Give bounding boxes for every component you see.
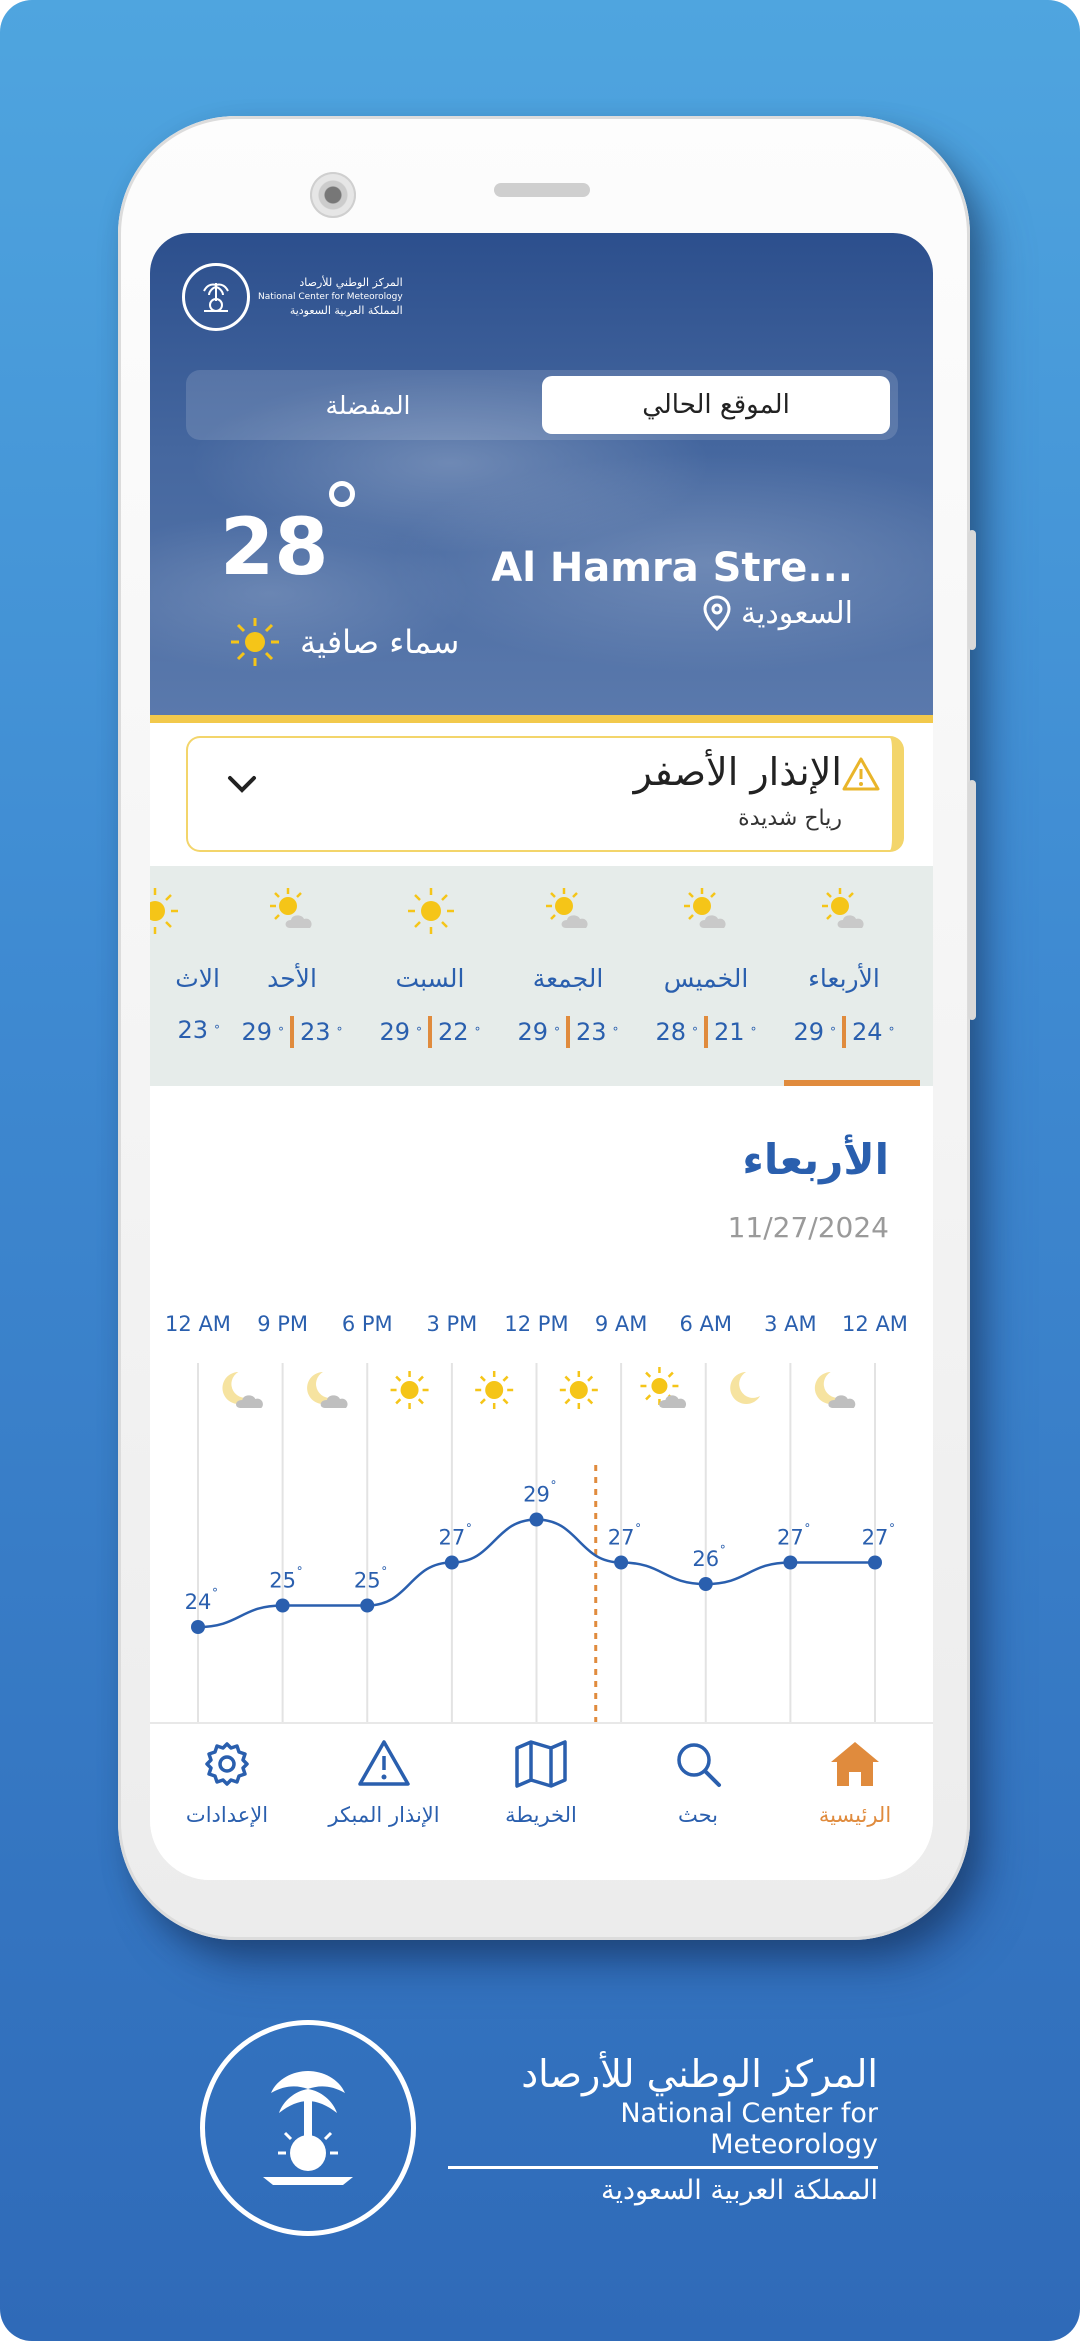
time-label: 12 AM (165, 1312, 231, 1336)
nav-map-label: الخريطة (505, 1803, 577, 1827)
alert-title: الإنذار الأصفر (633, 750, 842, 794)
temperature-label: 25 (269, 1568, 296, 1593)
country-name: السعودية (740, 595, 853, 631)
temperature-label: 26 (692, 1547, 720, 1571)
degree-mark: ° (465, 1521, 472, 1536)
degree-mark: ° (296, 1564, 303, 1579)
home-icon (827, 1738, 883, 1790)
day-min: 23 (177, 1016, 208, 1044)
alert-subtitle: رياح شديدة (738, 806, 842, 831)
day-name: الأربعاء (808, 964, 880, 993)
nav-search[interactable] (623, 1738, 773, 1827)
day-max: 29 (241, 1018, 272, 1046)
temperature-label: 27 (438, 1525, 466, 1550)
temperature-point (530, 1513, 544, 1527)
app-screen (150, 233, 933, 1880)
day-min: 23 (300, 1018, 331, 1046)
time-label: 12 PM (504, 1312, 569, 1336)
map-icon (513, 1738, 569, 1790)
nav-home-label: الرئيسية (818, 1803, 892, 1827)
org-name-ar: المركز الوطني للأرصاد (299, 276, 403, 289)
nav-search-label: بحث (677, 1803, 719, 1827)
day-max: 29 (517, 1018, 548, 1046)
sun-icon (391, 1371, 429, 1409)
selected-day-title: الأربعاء (742, 1135, 889, 1184)
sun-icon (560, 1371, 598, 1409)
day-min: 22 (438, 1018, 469, 1046)
nav-early-warning-label: الإنذار المبكر (328, 1803, 440, 1827)
gear-icon (201, 1738, 253, 1790)
degree-mark: ° (804, 1521, 811, 1536)
day-range: 28 ° 21 ° (655, 1018, 757, 1046)
chevron-down-icon[interactable] (224, 772, 260, 800)
day-name: السبت (395, 964, 465, 993)
day-min: 24 (852, 1018, 883, 1046)
palm-sun-icon (233, 2053, 383, 2203)
day-card-0[interactable] (778, 866, 910, 1086)
sun-icon (150, 884, 182, 942)
footer-brand (448, 2052, 878, 2206)
day-name: الخميس (663, 964, 749, 993)
moon-icon (730, 1372, 760, 1404)
yellow-alert-card[interactable] (186, 736, 904, 852)
footer-org-ar: المركز الوطني للأرصاد (521, 2052, 878, 2096)
temperature-value: 28 (220, 503, 329, 593)
day-max: 29 (379, 1018, 410, 1046)
time-label: 3 AM (764, 1312, 817, 1336)
sun-cloud-icon (266, 884, 320, 942)
search-icon (672, 1738, 724, 1790)
day-card-5[interactable] (150, 866, 220, 1086)
ncm-logo-large (200, 2020, 416, 2236)
day-range: 23 ° (177, 1016, 220, 1044)
temperature-label: 27 (777, 1525, 804, 1550)
nav-home[interactable] (780, 1738, 930, 1827)
time-label: 3 PM (426, 1312, 478, 1336)
temperature-point (868, 1556, 882, 1570)
day-name: الاث (175, 964, 220, 993)
sun-icon (404, 884, 458, 942)
footer-divider (448, 2166, 878, 2169)
time-label: 9 PM (257, 1312, 309, 1336)
footer-org-en: National Center for Meteorology (620, 2098, 878, 2160)
temperature-point (614, 1556, 628, 1570)
degree-mark: ° (550, 1478, 557, 1493)
footer-country-ar: المملكة العربية السعودية (600, 2175, 878, 2206)
day-min: 23 (576, 1018, 607, 1046)
day-min: 21 (714, 1018, 745, 1046)
condition-text: سماء صافية (300, 623, 460, 661)
sun-icon (228, 615, 282, 669)
org-name-en: National Center for Meteorology (258, 292, 403, 302)
temperature-label: 27 (861, 1525, 889, 1550)
country-row (703, 595, 853, 631)
day-card-3[interactable] (364, 866, 496, 1086)
temperature-label: 29 (523, 1482, 550, 1507)
palm-sun-icon (182, 263, 250, 331)
day-range: 29 ° 23 ° (517, 1018, 619, 1046)
degree-mark: ° (381, 1564, 388, 1579)
temperature-point (276, 1599, 290, 1613)
moon-cloud-icon (815, 1372, 855, 1408)
day-card-1[interactable] (640, 866, 772, 1086)
sun-cloud-icon (640, 1367, 686, 1408)
tab-current-location[interactable]: الموقع الحالي (542, 376, 890, 434)
time-label: 12 AM (842, 1312, 908, 1336)
moon-cloud-icon (222, 1372, 262, 1408)
tab-favorites[interactable]: المفضلة (325, 390, 411, 420)
day-range: 29 ° 23 ° (241, 1018, 343, 1046)
location-name[interactable]: Al Hamra Stre... (491, 545, 853, 591)
current-temperature (220, 503, 329, 593)
time-label: 6 AM (679, 1312, 733, 1336)
speaker (494, 183, 590, 197)
org-country-ar: المملكة العربية السعودية (289, 304, 403, 317)
sun-icon (475, 1371, 513, 1409)
temperature-point (360, 1599, 374, 1613)
daily-forecast-strip (150, 866, 933, 1086)
temperature-point (699, 1577, 713, 1591)
nav-map[interactable] (466, 1738, 616, 1827)
day-max: 29 (793, 1018, 824, 1046)
ncm-logo-small (182, 263, 403, 331)
day-card-2[interactable] (502, 866, 634, 1086)
volume-button (968, 530, 976, 650)
degree-mark: ° (635, 1521, 642, 1536)
temperature-label: 27 (607, 1525, 635, 1550)
nav-early-warning[interactable] (309, 1738, 459, 1827)
sun-cloud-icon (818, 884, 872, 942)
temperature-label: 25 (353, 1568, 381, 1593)
warning-icon (356, 1738, 412, 1790)
condition-row (228, 615, 459, 669)
day-card-4[interactable] (226, 866, 358, 1086)
moon-cloud-icon (307, 1372, 347, 1408)
day-range: 29 ° 24 ° (793, 1018, 895, 1046)
day-max: 28 (655, 1018, 686, 1046)
weather-hero (150, 233, 933, 723)
nav-settings-label: الإعدادات (185, 1803, 269, 1827)
degree-mark: ° (719, 1543, 726, 1557)
selected-indicator (784, 1080, 920, 1086)
sun-cloud-icon (680, 884, 734, 942)
warning-icon (842, 756, 880, 796)
degree-symbol (329, 481, 355, 507)
location-pin-icon (703, 595, 731, 631)
front-camera (310, 172, 356, 218)
nav-settings[interactable] (152, 1738, 302, 1827)
degree-mark: ° (889, 1521, 895, 1536)
degree-mark: ° (212, 1586, 218, 1600)
day-range: 29 ° 22 ° (379, 1018, 481, 1046)
day-name: الجمعة (532, 964, 604, 993)
temperature-point (783, 1556, 797, 1570)
temperature-point (191, 1620, 205, 1634)
time-label: 9 AM (594, 1312, 648, 1336)
bottom-navigation (150, 1722, 933, 1880)
time-label: 6 PM (341, 1312, 393, 1336)
temperature-point (445, 1556, 459, 1570)
power-button (968, 780, 976, 1020)
sun-cloud-icon (542, 884, 596, 942)
temperature-label: 24 (184, 1590, 212, 1614)
day-name: الأحد (267, 964, 317, 993)
location-segment (186, 370, 898, 440)
selected-day-date: 11/27/2024 (727, 1211, 889, 1244)
